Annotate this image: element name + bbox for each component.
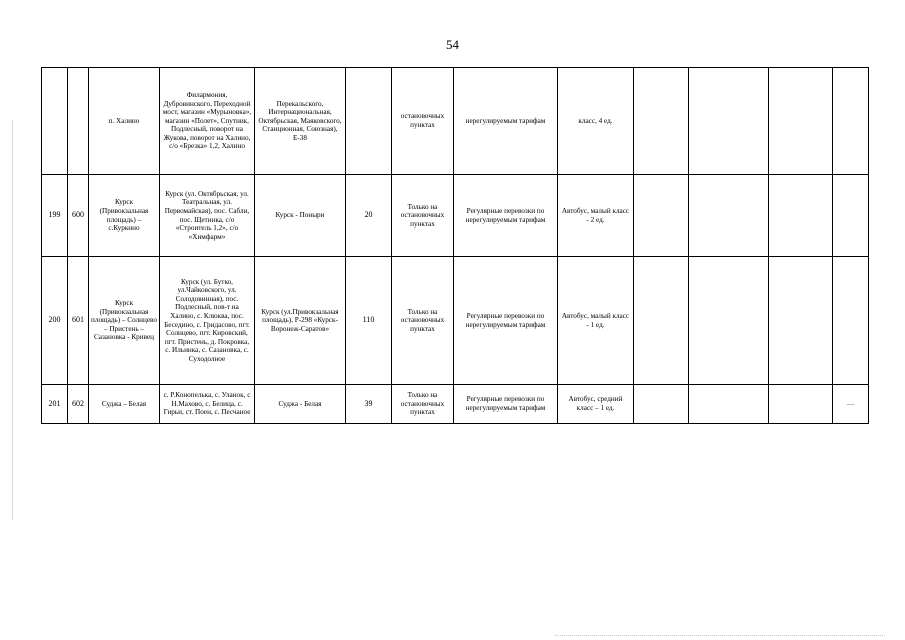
cell-col11 (689, 68, 769, 175)
cell-col12 (769, 385, 833, 424)
cell-transport-type: Регулярные перевозки по нерегулируемым тарифам (454, 175, 558, 257)
cell-vehicles: Автобус, малый класс - 1 ед. (558, 257, 634, 385)
cell-stops: Курск (ул. Октябрьская, ул. Театральная, ул. Первомайская), пос. Сабли, пос. Щетинка, с/о «Строитель 1,2», с/о «Химфарм» (160, 175, 255, 257)
cell-reg-number: 602 (68, 385, 89, 424)
cell-route-name: Курск (Привокзальная площадь) – Солнцево – Пристень – Сазановка - Кривец (89, 257, 160, 385)
cell-number: 200 (42, 257, 68, 385)
cell-route-name: п. Халино (89, 68, 160, 175)
cell-length: 20 (346, 175, 392, 257)
cell-transport-type: Регулярные перевозки по нерегулируемым тарифам (454, 257, 558, 385)
cell-col11 (689, 385, 769, 424)
cell-col12 (769, 257, 833, 385)
cell-reg-number: 600 (68, 175, 89, 257)
cell-streets: Курск (ул.Привокзальная площадь), Р-298 «Курск-Воронеж-Саратов» (255, 257, 346, 385)
cell-vehicles: класс, 4 ед. (558, 68, 634, 175)
cell-streets: Суджа - Белая (255, 385, 346, 424)
cell-streets: Курск - Поныри (255, 175, 346, 257)
cell-route-name: Курск (Привокзальная площадь) – с.Куркино (89, 175, 160, 257)
cell-col13 (833, 257, 869, 385)
cell-route-name: Суджа – Белая (89, 385, 160, 424)
scan-artifact-dots (555, 634, 885, 636)
cell-number: 199 (42, 175, 68, 257)
page-number: 54 (446, 37, 459, 52)
cell-boarding: Только на остановочных пунктах (392, 385, 454, 424)
routes-table (41, 67, 869, 424)
cell-transport-type: Регулярные перевозки по нерегулируемым тарифам (454, 385, 558, 424)
cell-number (42, 68, 68, 175)
cell-col10 (634, 68, 689, 175)
cell-stops: с. Р.Конопелька, с. Уланок, с Н.Махово, с. Белица, с. Гирьи, ст. Поен, с. Песчаное (160, 385, 255, 424)
cell-streets: Перекальского, Интернациональная, Октябрьская, Маяковского, Станционная, Союзная), Е-38 (255, 68, 346, 175)
cell-number: 201 (42, 385, 68, 424)
cell-vehicles: Автобус, средний класс – 1 ед. (558, 385, 634, 424)
cell-col13 (833, 175, 869, 257)
cell-col12 (769, 175, 833, 257)
cell-boarding: остановочных пунктах (392, 68, 454, 175)
cell-stops: Филармония, Дубровинского, Переходной мост, магазин «Мурыновка», магазин «Полет», Спутник, Подлесный, поворот на Жукова, поворот на Халино, с/о «Брезка» 1,2, Халино (160, 68, 255, 175)
cell-col13: — (833, 385, 869, 424)
table-row-199 (42, 175, 869, 257)
cell-boarding: Только на остановочных пунктах (392, 175, 454, 257)
cell-reg-number (68, 68, 89, 175)
cell-boarding: Только на остановочных пунктах (392, 257, 454, 385)
cell-col12 (769, 68, 833, 175)
table-row-201 (42, 385, 869, 424)
cell-vehicles: Автобус, малый класс - 2 ед. (558, 175, 634, 257)
cell-stops: Курск (ул. Бутко, ул.Чайковского, ул. Солодовинная), пос. Подлесный, пов-т на Халино, с. Клюква, пос. Беседино, с. Гридасово, пгт. Солнцево, пгт. Кировский, пгт. Пристень, д. Покровка, с. Ильинка, с. Сазановка, с. Суходолное (160, 257, 255, 385)
cell-transport-type: нерегулируемым тарифам (454, 68, 558, 175)
cell-length: 39 (346, 385, 392, 424)
cell-col11 (689, 175, 769, 257)
cell-col10 (634, 385, 689, 424)
cell-col10 (634, 257, 689, 385)
cell-reg-number: 601 (68, 257, 89, 385)
cell-col10 (634, 175, 689, 257)
scan-edge-line (12, 120, 13, 520)
table-row-continued (42, 68, 869, 175)
cell-col13 (833, 68, 869, 175)
cell-length: 110 (346, 257, 392, 385)
cell-col11 (689, 257, 769, 385)
cell-length (346, 68, 392, 175)
table-row-200 (42, 257, 869, 385)
